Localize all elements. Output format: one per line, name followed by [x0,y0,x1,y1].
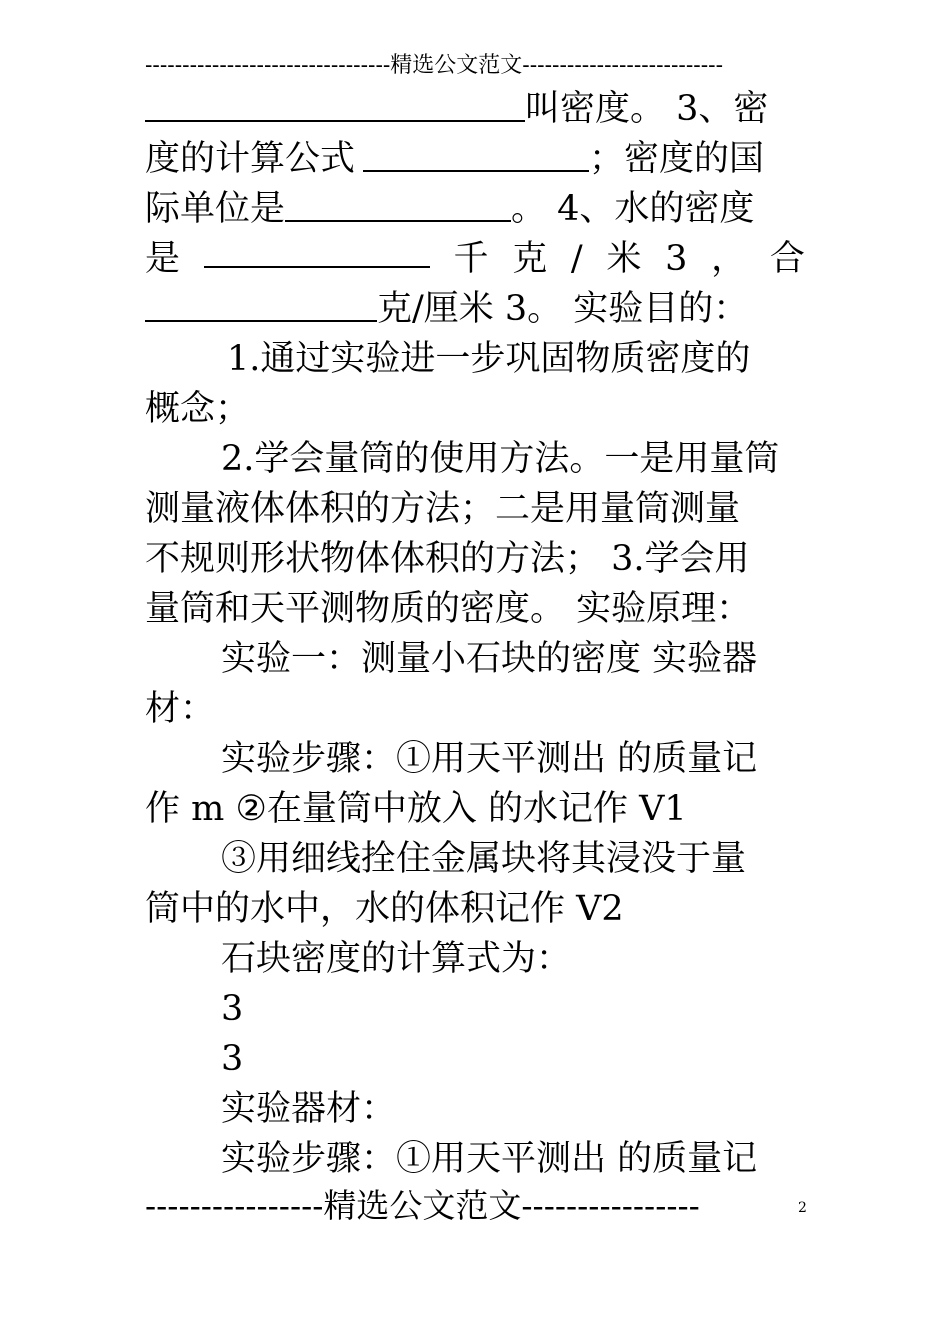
line-text: 度的计算公式 [145,139,356,179]
text-line: 作 m ②在量筒中放入 的水记作 V1 [145,789,687,829]
text-line: ③用细线拴住金属块将其浸没于量 [221,839,747,879]
page-footer: ----------------精选公文范文---------------- [145,1186,700,1225]
line-text: 千 [453,239,489,279]
text-line: 测量液体体积的方法；二是用量筒测量 [145,489,741,529]
text-line: 实验步骤：①用天平测出 的质量记 [221,739,758,779]
line-text: ， [711,239,747,279]
document-body [145,84,805,1184]
line-text: / [570,239,583,279]
text-line [145,184,805,234]
line-text: 是 [145,239,181,279]
text-line: 2.学会量筒的使用方法。一是用量筒 [221,439,780,479]
text-line: 实验一：测量小石块的密度 实验器 [221,639,758,679]
text-line: 不规则形状物体体积的方法； 3.学会用 [145,539,750,579]
text-line [145,234,805,284]
text-line: 量筒和天平测物质的密度。 实验原理： [145,589,752,629]
text-line [145,84,805,134]
text-line: 实验器材： [221,1089,397,1129]
text-line [145,134,805,184]
line-text: 际单位是 [145,189,286,229]
text-line: 3 [221,1039,244,1079]
fill-in-blank [145,288,377,322]
fill-in-blank [204,234,430,268]
text-line [145,284,805,334]
text-line: 概念； [145,389,251,429]
text-line: 材： [145,689,216,729]
text-line: 实验步骤：①用天平测出 的质量记 [221,1139,758,1179]
line-text: 克 [512,239,548,279]
text-line: 筒中的水中，水的体积记作 V2 [145,889,624,929]
text-line: 3 [221,989,244,1029]
line-text: 克/厘米 3。 实验目的： [377,289,749,329]
text-line: 1.通过实验进一步巩固物质密度的 [227,339,751,379]
line-text: 合 [769,239,805,279]
page-header: ---------------------------------精选公文范文--------------------------- [145,53,724,78]
fill-in-blank [363,138,589,172]
line-text: 米 [606,239,642,279]
line-text: ；密度的国 [589,139,765,179]
line-text: 。 4、水的密度 [511,189,755,229]
line-text: 叫密度。 3、密 [525,89,769,129]
fill-in-blank [145,88,525,122]
text-line: 石块密度的计算式为： [221,939,572,979]
page-number: 2 [798,1200,807,1216]
line-text: 3 [665,239,688,279]
fill-in-blank [285,188,511,222]
